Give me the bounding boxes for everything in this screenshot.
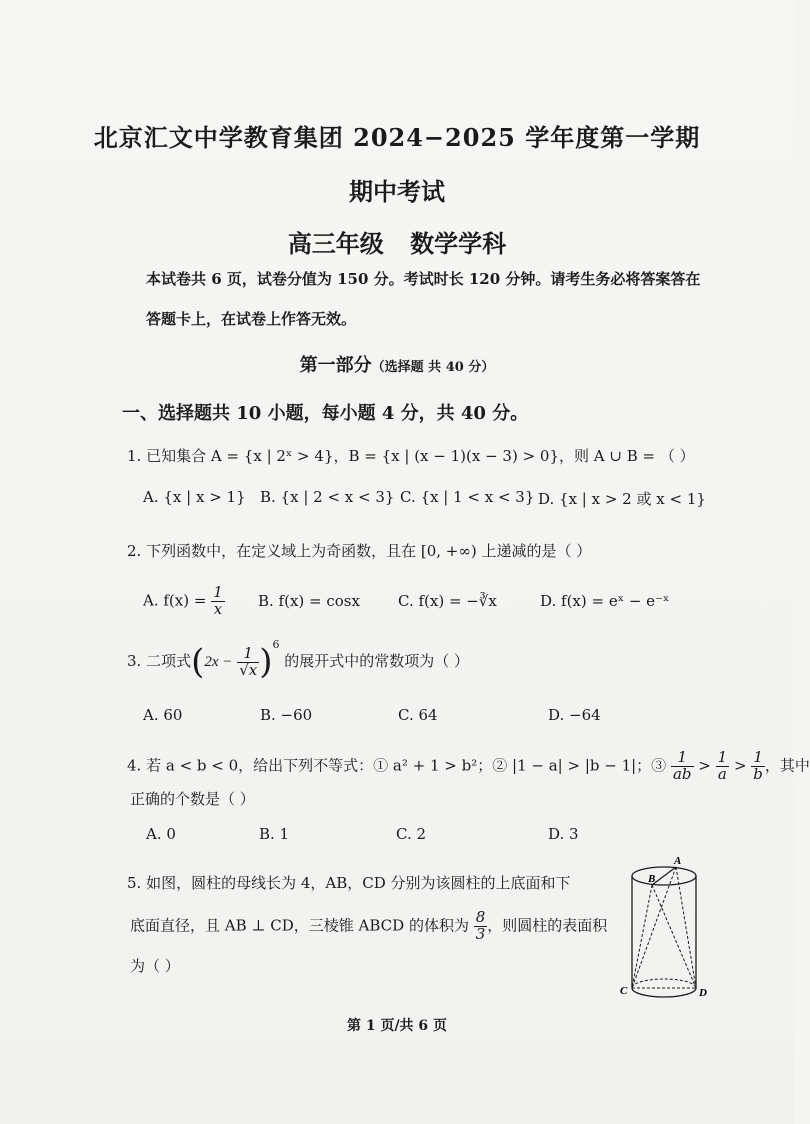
q3-option-c: C. 64 bbox=[398, 706, 438, 724]
q1-option-c: C. {x | 1 < x < 3} bbox=[400, 488, 535, 506]
grade-label: 高三年级 bbox=[287, 229, 384, 258]
q3-stem-prefix: 二项式 bbox=[146, 652, 192, 670]
segment-bd bbox=[652, 885, 696, 988]
segment-ad bbox=[676, 867, 696, 988]
q1-option-a: A. {x | x > 1} bbox=[143, 488, 246, 506]
denominator: ab bbox=[672, 764, 692, 783]
part1-subtitle: （选择题 共 40 分） bbox=[371, 360, 495, 375]
question-number: 3. bbox=[127, 652, 142, 670]
grade-subject-line bbox=[0, 224, 794, 259]
numerator: 1 bbox=[671, 750, 694, 767]
q2-option-a-prefix: A. f(x) = bbox=[143, 591, 207, 610]
label-a: A bbox=[674, 855, 682, 867]
question-stem: 已知集合 A = {x | 2ˣ > 4}，B = {x | (x − 1)(x − 3) > 0}，则 A ∪ B = （ ） bbox=[146, 447, 695, 465]
question-3 bbox=[127, 638, 470, 682]
q1-option-d: D. {x | x > 2 或 x < 1} bbox=[538, 490, 706, 508]
part1-title: 第一部分 bbox=[299, 355, 372, 376]
denominator: a bbox=[717, 764, 727, 783]
label-c: C bbox=[620, 985, 628, 997]
numerator: 1 bbox=[717, 748, 728, 766]
q3-inner-left: 2x − bbox=[204, 654, 233, 670]
q4-stem-suffix: ，其中 bbox=[764, 756, 810, 775]
subject-label: 数学学科 bbox=[410, 229, 507, 258]
numerator: 1 bbox=[237, 646, 259, 663]
question-1 bbox=[127, 445, 695, 466]
segment-bc bbox=[632, 885, 652, 988]
numerator: 1 bbox=[751, 750, 765, 767]
cylinder-figure bbox=[618, 854, 718, 1004]
question-4: 4. 若 a < b < 0，给出下列不等式：① a² + 1 > b²；② |1 − a| > |b − 1|；③ $\frac{1}{ab}$ > $\frac{1}{a}$ > $\frac{1}{b}$ ，其中 bbox=[127, 748, 810, 783]
question-number: 2. bbox=[127, 542, 142, 560]
q3-option-b: B. −60 bbox=[260, 706, 313, 724]
q4-option-b: B. 1 bbox=[259, 825, 290, 843]
question-number: 4. bbox=[127, 756, 142, 775]
denominator: 3 bbox=[475, 924, 486, 943]
q3-option-d: D. −64 bbox=[548, 706, 601, 724]
question-number: 1. bbox=[127, 447, 142, 465]
q5-line2-prefix: 底面直径，且 AB ⊥ CD，三棱锥 ABCD 的体积为 bbox=[130, 916, 469, 935]
label-d: D bbox=[699, 987, 707, 999]
fraction bbox=[716, 750, 730, 783]
intro-line-2: 答题卡上，在试卷上作答无效。 bbox=[146, 310, 357, 328]
q3-option-a: A. 60 bbox=[143, 706, 183, 724]
question-stem: 下列函数中，在定义域上为奇函数，且在 [0, +∞) 上递减的是（ ） bbox=[146, 542, 592, 560]
q2-option-c: C. f(x) = −∛x bbox=[398, 592, 497, 610]
fraction bbox=[237, 643, 259, 679]
bottom-ellipse-front bbox=[632, 988, 696, 997]
fraction bbox=[211, 585, 225, 618]
q4-stem-prefix: 若 a < b < 0，给出下列不等式：① a² + 1 > b²；② |1 − a| > |b − 1|；③ bbox=[146, 756, 667, 775]
q2-option-d: D. f(x) = eˣ − e⁻ˣ bbox=[540, 592, 670, 610]
q1-option-b: B. {x | 2 < x < 3} bbox=[260, 488, 395, 506]
q5-line-2 bbox=[130, 910, 607, 943]
q5-line-3: 为（ ） bbox=[130, 957, 180, 975]
label-b: B bbox=[648, 873, 656, 885]
q2-option-b: B. f(x) = cosx bbox=[258, 592, 360, 610]
q4-option-a: A. 0 bbox=[146, 825, 176, 843]
intro-line-1: 本试卷共 6 页，试卷分值为 150 分。考试时长 120 分钟。请考生务必将答案答在 bbox=[146, 270, 701, 288]
page-indicator: 第 1 页/共 6 页 bbox=[346, 1018, 448, 1034]
exam-title: 北京汇文中学教育集团 2024−2025 学年度第一学期 bbox=[93, 123, 701, 152]
exam-subtitle: 期中考试 bbox=[349, 177, 445, 206]
part1-heading bbox=[0, 351, 794, 377]
denominator: b bbox=[753, 764, 763, 783]
q3-stem-suffix: 的展开式中的常数项为（ ） bbox=[284, 652, 470, 670]
numerator: 8 bbox=[475, 908, 486, 926]
denominator: x bbox=[213, 599, 223, 618]
q4-option-d: D. 3 bbox=[548, 825, 579, 843]
q5-line2-suffix: ，则圆柱的表面积 bbox=[487, 916, 608, 935]
exponent: 6 bbox=[272, 638, 280, 651]
q2-option-a bbox=[143, 585, 225, 618]
right-paren: ) bbox=[259, 642, 273, 682]
fraction bbox=[751, 750, 765, 783]
q5-line-1: 如图，圆柱的母线长为 4，AB，CD 分别为该圆柱的上底面和下 bbox=[146, 874, 571, 892]
question-2 bbox=[127, 540, 591, 561]
left-paren: ( bbox=[191, 642, 205, 682]
segment-ab bbox=[652, 867, 676, 885]
fraction bbox=[474, 910, 488, 943]
denominator: √x bbox=[239, 660, 258, 679]
section1-heading: 一、选择题共 10 小题，每小题 4 分，共 40 分。 bbox=[122, 403, 529, 424]
q4-line-2: 正确的个数是（ ） bbox=[130, 790, 255, 808]
q4-option-c: C. 2 bbox=[396, 825, 427, 843]
question-number: 5. bbox=[127, 874, 142, 892]
numerator: 1 bbox=[213, 583, 223, 601]
fraction bbox=[671, 750, 694, 783]
question-5 bbox=[127, 872, 571, 893]
